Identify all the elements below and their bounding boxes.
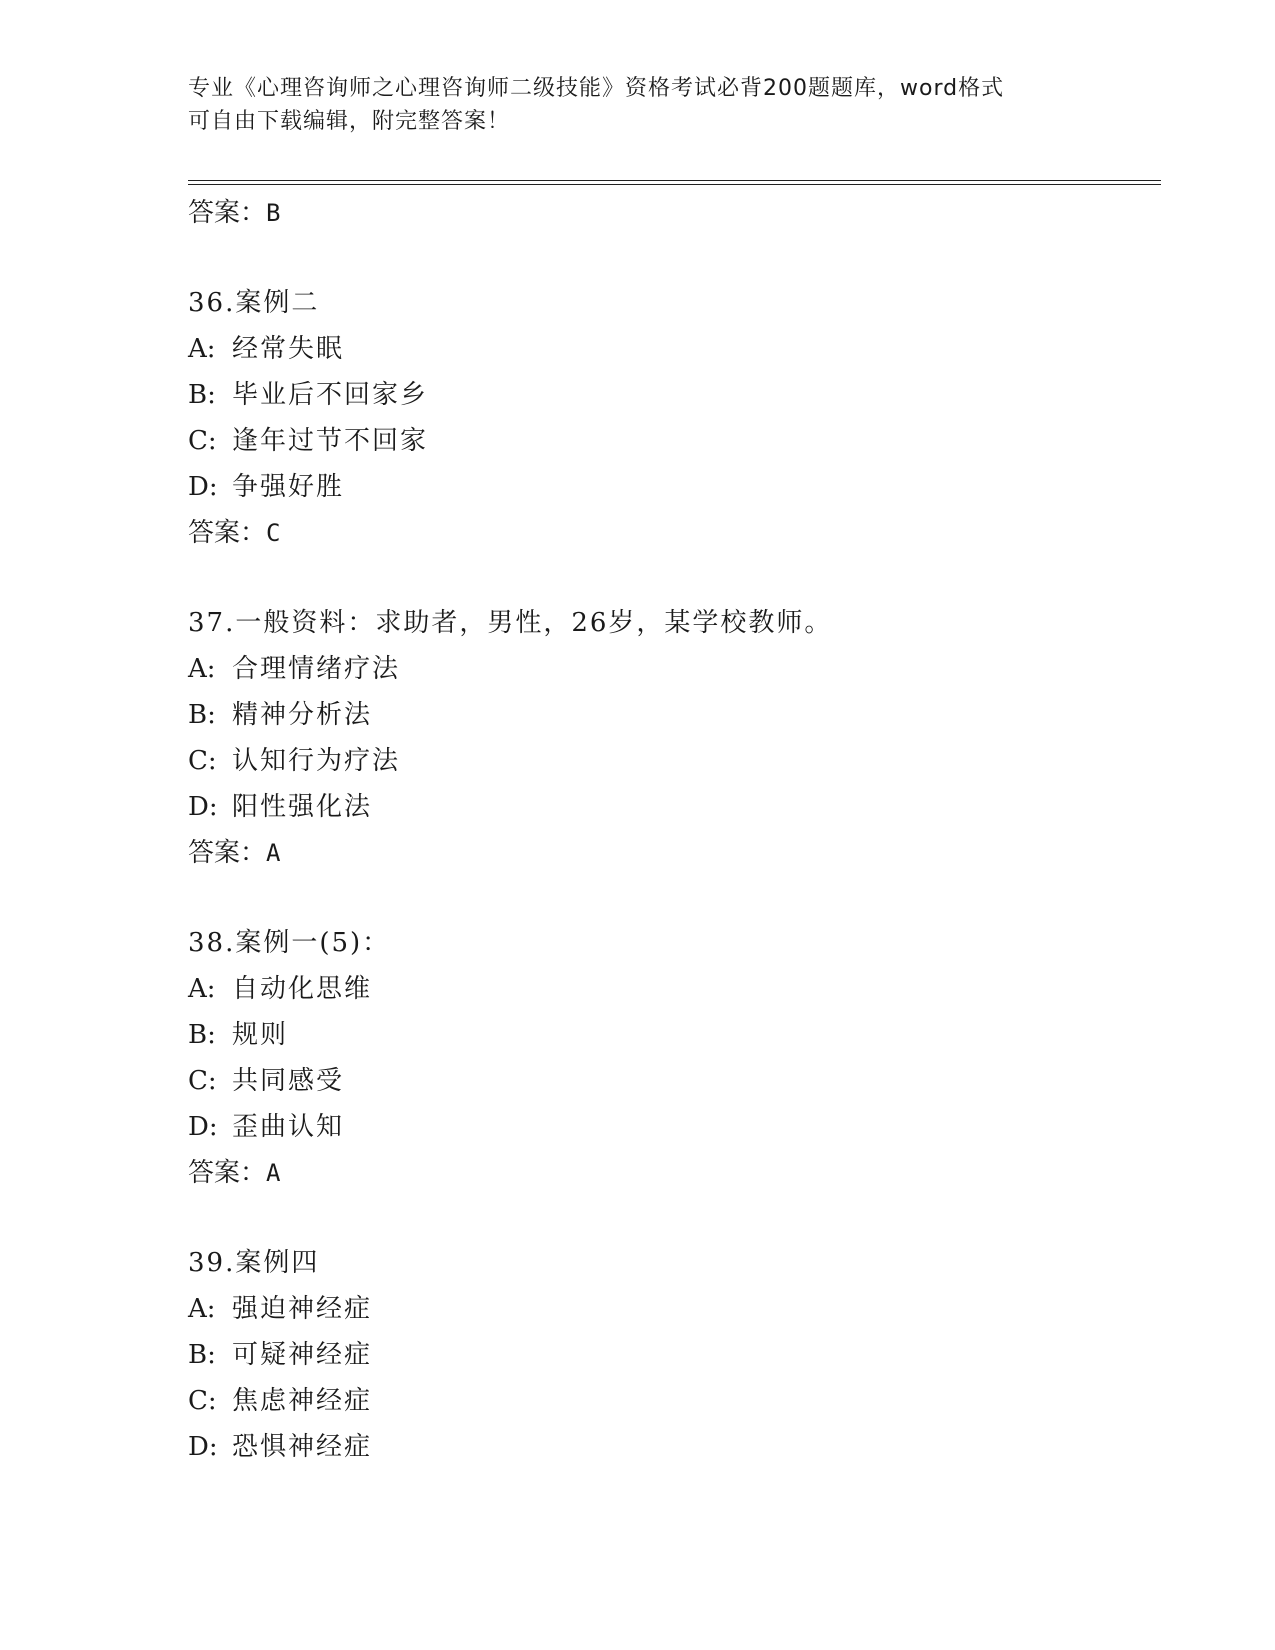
option-label: B: [188,1020,216,1050]
option-label: B: [188,380,216,410]
option-label: C: [188,1066,217,1096]
option-text: 毕业后不回家乡 [232,380,429,410]
answer-label: 答案： [188,838,267,868]
option-label: A: [188,334,216,364]
option-d [188,464,1148,510]
option-label: D: [188,792,218,822]
option-a [188,646,1148,692]
header-line-2: 可自由下载编辑，附完整答案！ [188,109,511,134]
answer-value: B [266,199,281,227]
option-a [188,1286,1148,1332]
option-label: C: [188,1386,217,1416]
option-c [188,1378,1148,1424]
answer-value: A [266,839,281,867]
answer-line [188,510,1148,556]
answer-line [188,190,1148,236]
question-block [188,1240,1148,1470]
option-text: 经常失眠 [232,334,345,364]
option-label: B: [188,1340,216,1370]
option-text: 精神分析法 [232,700,373,730]
answer-value: C [266,519,281,547]
option-label: A: [188,974,216,1004]
option-text: 焦虑神经症 [232,1386,373,1416]
option-label: C: [188,426,217,456]
answer-label: 答案： [188,1158,267,1188]
option-c [188,738,1148,784]
header-rule-top [188,180,1161,181]
option-label: D: [188,472,218,502]
question-stem: 36.案例二 [188,288,320,318]
answer-label: 答案： [188,198,267,228]
option-text: 可疑神经症 [232,1340,373,1370]
question-block [188,920,1148,1196]
option-text: 争强好胜 [232,472,345,502]
option-text: 共同感受 [232,1066,345,1096]
header-line-1: 专业《心理咨询师之心理咨询师二级技能》资格考试必背200题题库，word格式 [188,76,1005,101]
option-b [188,1332,1148,1378]
option-b [188,692,1148,738]
option-label: D: [188,1432,218,1462]
option-text: 逢年过节不回家 [232,426,429,456]
option-text: 规则 [232,1020,289,1050]
option-a [188,966,1148,1012]
header-rule-bottom [188,184,1161,185]
spacer [188,876,1148,920]
option-label: B: [188,700,216,730]
question-stem: 38.案例一(5)： [188,928,391,958]
spacer [188,236,1148,280]
option-text: 认知行为疗法 [232,746,401,776]
answer-label: 答案： [188,518,267,548]
spacer [188,556,1148,600]
option-text: 合理情绪疗法 [232,654,401,684]
answer-line [188,1150,1148,1196]
option-c [188,1058,1148,1104]
option-label: D: [188,1112,218,1142]
option-b [188,1012,1148,1058]
question-list [188,190,1148,1470]
option-d [188,1104,1148,1150]
option-c [188,418,1148,464]
answer-line [188,830,1148,876]
question-block [188,600,1148,876]
option-text: 自动化思维 [232,974,373,1004]
option-text: 歪曲认知 [232,1112,345,1142]
spacer [188,1196,1148,1240]
option-text: 强迫神经症 [232,1294,373,1324]
question-stem: 39.案例四 [188,1248,320,1278]
option-label: C: [188,746,217,776]
answer-value: A [266,1159,281,1187]
question-block [188,280,1148,556]
question-stem: 37.一般资料：求助者，男性，26岁，某学校教师。 [188,608,833,638]
document-header [188,72,1088,138]
option-text: 阳性强化法 [232,792,373,822]
option-text: 恐惧神经症 [232,1432,373,1462]
option-b [188,372,1148,418]
option-d [188,1424,1148,1470]
option-label: A: [188,1294,216,1324]
option-a [188,326,1148,372]
option-d [188,784,1148,830]
option-label: A: [188,654,216,684]
